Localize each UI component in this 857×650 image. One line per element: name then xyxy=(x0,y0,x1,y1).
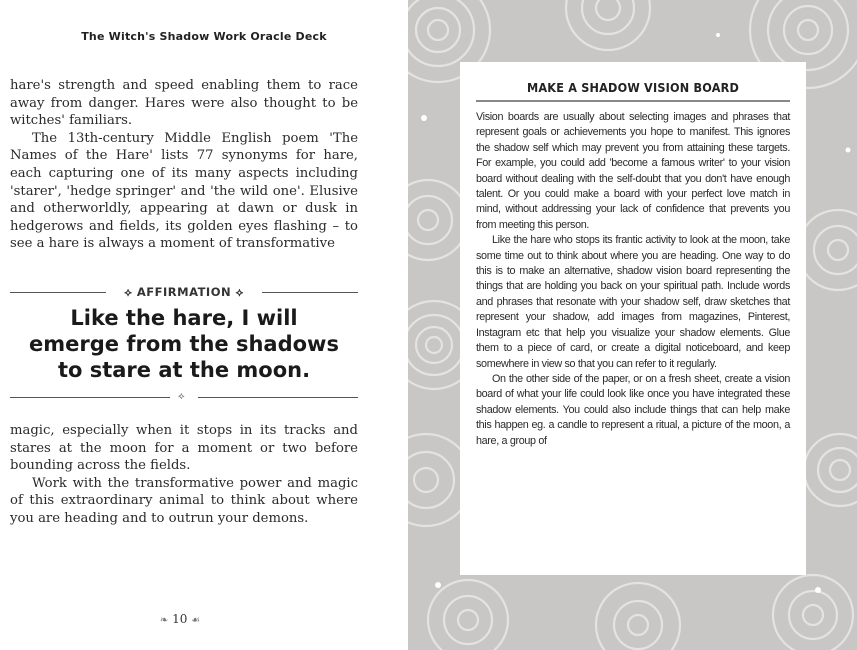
leaf-icon: ❧ xyxy=(159,615,169,626)
page-folio xyxy=(150,612,210,626)
paragraph: Like the hare who stops its frantic activity to look at the moon, take some time out to think about where you are heading. One way to do this is to make an alternative, shadow vision board representing the things that are holding you back on your spiritual path. Include words and phrases that resonate with your shadow self, draw sketches that represent your shadow, add images from magazines, Pinterest, Instagram etc that help you visualize your shadow elements. Glue them to a piece of card, or create a digital noticeboard, and keep somewhere in view so that you can refer to it regularly. xyxy=(476,234,790,370)
affirmation-divider xyxy=(10,285,358,299)
right-page xyxy=(408,0,857,650)
leaf-icon: ☙ xyxy=(191,615,201,626)
left-page xyxy=(0,0,408,650)
paragraph: Vision boards are usually about selecting images and phrases that represent goals or achievements you hope to manifest. This ignores the shadow self which may prevent you from attaining these targets. For example, you could add 'become a famous writer' to your vision board without dealing with the self-doubt that you don't have enough talent. Or you could make a board with your perfect love match in mind, without addressing your lack of confidence that prevents you from meeting this person. xyxy=(476,111,790,231)
ornament-icon: ⟡ xyxy=(124,285,133,299)
affirmation-line: Like the hare, I will xyxy=(70,306,298,330)
paragraph: magic, especially when it stops in its tracks and stares at the moon for a moment or two before bounding across the fields. xyxy=(10,423,358,474)
affirmation-label: AFFIRMATION xyxy=(136,285,232,299)
affirmation-heading xyxy=(10,285,358,300)
title-underline xyxy=(476,100,790,102)
panel-body xyxy=(476,110,790,449)
affirmation-line: to stare at the moon. xyxy=(57,358,311,382)
divider-line xyxy=(10,397,170,398)
panel-title: MAKE A SHADOW VISION BOARD xyxy=(527,80,739,95)
body-text-top xyxy=(10,77,358,253)
affirmation-line: emerge from the shadows xyxy=(29,332,339,356)
ornament-icon: ⟡ xyxy=(235,285,244,299)
body-text-bottom xyxy=(10,422,358,528)
affirmation-end-divider xyxy=(10,393,358,403)
page-number: 10 xyxy=(172,612,188,626)
ornament-icon: ⟡ xyxy=(178,391,185,402)
paragraph: Work with the transformative power and magic of this extraordinary animal to think about where you are heading and to outrun your demons. xyxy=(10,475,358,526)
paragraph: The 13th-century Middle English poem 'The Names of the Hare' lists 77 synonyms for hare, each capturing one of its many aspects including 'starer', 'hedge springer' and 'the wild one'. Elusive and otherworldly, appearing at dawn or dusk in hedgerows and fields, its golden eyes flashing – to see a hare is always a moment of transformative xyxy=(10,130,358,252)
divider-line xyxy=(198,397,358,398)
affirmation-quote xyxy=(10,305,358,383)
paragraph: hare's strength and speed enabling them to race away from danger. Hares were also thought to be witches' familiars. xyxy=(10,78,358,129)
paragraph: On the other side of the paper, or on a fresh sheet, create a vision board of what your life could look like once you have integrated these shadow elements. You could also include things that can help make this happen eg. a candle to represent a ritual, a picture of the moon, a hare, a group of xyxy=(476,372,790,447)
running-head: The Witch's Shadow Work Oracle Deck xyxy=(81,30,327,43)
text-panel xyxy=(460,62,806,575)
